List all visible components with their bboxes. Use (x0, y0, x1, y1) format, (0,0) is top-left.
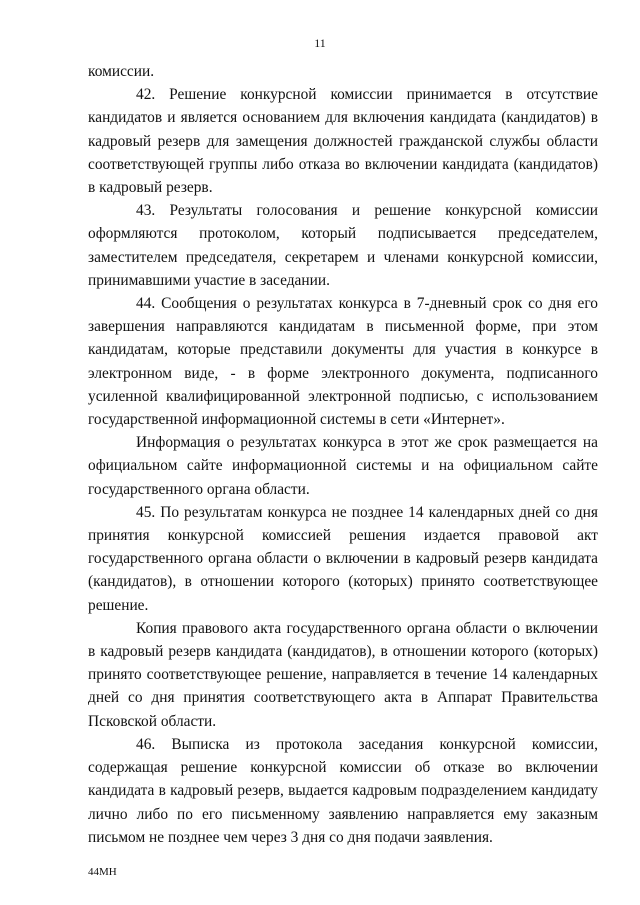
page-number: 11 (314, 36, 326, 50)
paragraph-45: 45. По результатам конкурса не позднее 14 календарных дней со дня принятия конкурсной комиссией решения издается правовой акт государственного органа области о включении в кадровый резерв кандидата (кандидатов), в отношении которого (которых) принято соответствующее решение. (88, 503, 598, 614)
document-body (88, 60, 598, 849)
paragraph-43: 43. Результаты голосования и решение конкурсной комиссии оформляются протоколом, который подписывается председателем, заместителем председателя, секретарем и членами конкурсной комиссии, принимавшими участие в заседании. (88, 202, 598, 289)
paragraph-44: 44. Сообщения о результатах конкурса в 7-дневный срок со дня его завершения направляются кандидатам в письменной форме, при этом кандидатам, которые представили документы для участия в конкурсе в электронном виде, - в форме электронного документа, подписанного усиленной квалифицированной электронной подписью, с использованием государственной информационной системы в сети «Интернет». (88, 295, 598, 429)
paragraph-46: 46. Выписка из протокола заседания конкурсной комиссии, содержащая решение конкурсной комиссии об отказе во включении кандидата в кадровый резерв, выдается кадровым подразделением кандидату лично либо по его письменному заявлению направляется ему заказным письмом не позднее чем через 3 дня со дня подачи заявления. (88, 735, 598, 846)
paragraph-45-copy: Копия правового акта государственного органа области о включении в кадровый резерв кандидата (кандидатов), в отношении которого (которых) принято соответствующее решение, направляется в течение 14 календарных дней со дня принятия соответствующего акта в Аппарат Правительства Псковской области. (88, 619, 598, 730)
paragraph-42: 42. Решение конкурсной комиссии принимается в отсутствие кандидатов и является основанием для включения кандидата (кандидатов) в кадровый резерв для замещения должностей гражданской службы области соответствующей группы либо отказа во включении кандидата (кандидатов) в кадровый резерв. (88, 86, 598, 197)
paragraph-continuation: комиссии. (88, 63, 155, 80)
footer-code: 44МН (88, 866, 117, 878)
paragraph-44-info: Информация о результатах конкурса в этот же срок размещается на официальном сайте информационной системы и на официальном сайте государственного органа области. (88, 434, 598, 498)
